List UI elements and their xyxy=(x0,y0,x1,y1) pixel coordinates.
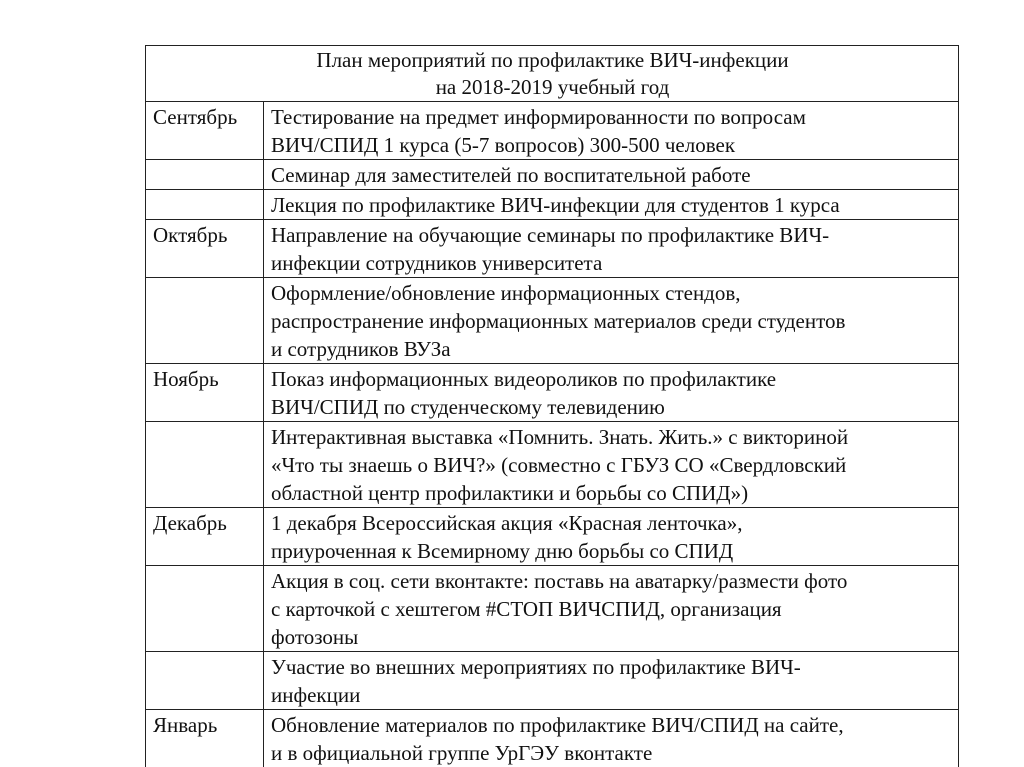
event-text-line: Лекция по профилактике ВИЧ-инфекции для студентов 1 курса xyxy=(271,193,840,217)
event-description xyxy=(264,652,959,710)
event-text-line: Акция в соц. сети вконтакте: поставь на аватарку/размести фото xyxy=(271,569,848,593)
event-text-line: фотозоны xyxy=(271,625,359,649)
event-text-line: 1 декабря Всероссийская акция «Красная ленточка», xyxy=(271,511,743,535)
event-description xyxy=(264,364,959,422)
month-cell-continued xyxy=(146,566,264,652)
event-text-line: и в официальной группе УрГЭУ вконтакте xyxy=(271,741,653,765)
event-description xyxy=(264,190,959,220)
event-description xyxy=(264,220,959,278)
title-line-2: на 2018-2019 учебный год xyxy=(435,75,670,99)
event-description xyxy=(264,102,959,160)
event-description xyxy=(264,508,959,566)
event-text-line: Показ информационных видеороликов по профилактике xyxy=(271,367,777,391)
event-row xyxy=(146,422,959,508)
event-row xyxy=(146,652,959,710)
month-cell xyxy=(146,364,264,422)
month-label: Сентябрь xyxy=(153,105,238,129)
event-description xyxy=(264,422,959,508)
event-text-line: ВИЧ/СПИД 1 курса (5-7 вопросов) 300-500 человек xyxy=(271,133,736,157)
table-title xyxy=(146,46,959,102)
title-row xyxy=(146,46,959,102)
month-cell-continued xyxy=(146,652,264,710)
event-text-line: Оформление/обновление информационных стендов, xyxy=(271,281,741,305)
event-description xyxy=(264,278,959,364)
event-text-line: инфекции сотрудников университета xyxy=(271,251,603,275)
event-text-line: распространение информационных материалов среди студентов xyxy=(271,309,846,333)
event-text-line: Участие во внешних мероприятиях по профилактике ВИЧ- xyxy=(271,655,801,679)
event-text-line: Направление на обучающие семинары по профилактике ВИЧ- xyxy=(271,223,830,247)
event-row xyxy=(146,566,959,652)
month-cell-continued xyxy=(146,190,264,220)
event-text-line: «Что ты знаешь о ВИЧ?» (совместно с ГБУЗ СО «Свердловский xyxy=(271,453,847,477)
title-line-1: План мероприятий по профилактике ВИЧ-инфекции xyxy=(316,48,789,72)
event-plan-table xyxy=(145,45,959,767)
month-label: Январь xyxy=(153,713,218,737)
event-row xyxy=(146,160,959,190)
event-row xyxy=(146,190,959,220)
event-text-line: приуроченная к Всемирному дню борьбы со СПИД xyxy=(271,539,734,563)
event-description xyxy=(264,160,959,190)
month-cell-continued xyxy=(146,160,264,190)
event-text-line: Тестирование на предмет информированности по вопросам xyxy=(271,105,806,129)
month-cell xyxy=(146,508,264,566)
event-row xyxy=(146,278,959,364)
event-text-line: ВИЧ/СПИД по студенческому телевидению xyxy=(271,395,665,419)
month-label: Октябрь xyxy=(153,223,228,247)
event-description xyxy=(264,566,959,652)
month-cell-continued xyxy=(146,278,264,364)
month-cell xyxy=(146,220,264,278)
event-row xyxy=(146,364,959,422)
event-text-line: областной центр профилактики и борьбы со СПИД») xyxy=(271,481,749,505)
month-cell xyxy=(146,710,264,767)
month-label: Декабрь xyxy=(153,511,227,535)
event-text-line: Интерактивная выставка «Помнить. Знать. Жить.» с викториной xyxy=(271,425,849,449)
event-description xyxy=(264,710,959,767)
event-text-line: Обновление материалов по профилактике ВИЧ/СПИД на сайте, xyxy=(271,713,844,737)
event-row xyxy=(146,508,959,566)
event-text-line: и сотрудников ВУЗа xyxy=(271,337,451,361)
month-label: Ноябрь xyxy=(153,367,219,391)
event-text-line: Семинар для заместителей по воспитательной работе xyxy=(271,163,751,187)
event-text-line: инфекции xyxy=(271,683,361,707)
event-row xyxy=(146,220,959,278)
event-row xyxy=(146,102,959,160)
event-text-line: с карточкой с хештегом #СТОП ВИЧСПИД, организация xyxy=(271,597,782,621)
month-cell xyxy=(146,102,264,160)
event-row xyxy=(146,710,959,767)
month-cell-continued xyxy=(146,422,264,508)
